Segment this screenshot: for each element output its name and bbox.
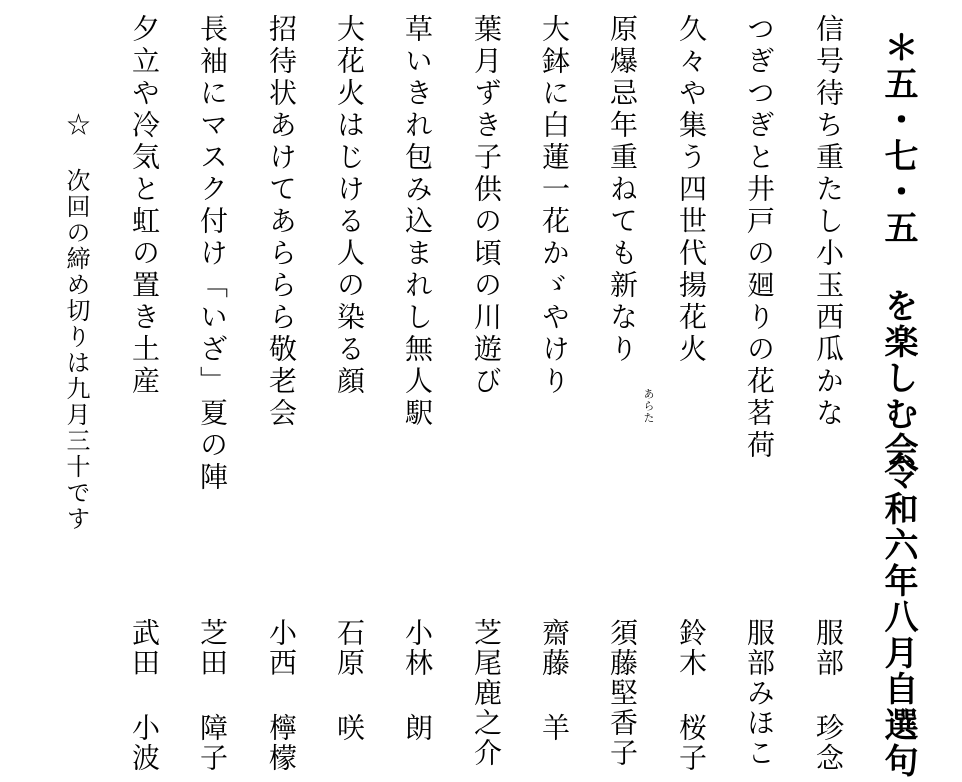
author-name: 齋藤 羊 <box>538 618 571 743</box>
author-name: 武田 小波 <box>128 618 161 773</box>
author-name: 石原 咲 <box>333 618 366 743</box>
club-title: ＊五・七・五 を楽しむ会 <box>878 30 918 468</box>
author-name: 服部 珍念 <box>812 618 845 773</box>
author-name: 芝尾鹿之介 <box>470 618 503 768</box>
haiku-line: 信号待ち重たし小玉西瓜かな <box>812 14 845 430</box>
haiku-line: 招待状あけてあららら敬老会 <box>265 14 298 430</box>
haiku-line: 長袖にマスク付け「いざ」夏の陣 <box>196 14 229 494</box>
author-name: 鈴木 桜子 <box>675 618 708 773</box>
haiku-line: 大鉢に白蓮一花かゞやけり <box>538 14 571 398</box>
haiku-line: 大花火はじける人の染る顔 <box>333 14 366 398</box>
author-name: 須藤堅香子 <box>606 618 639 768</box>
haiku-line: つぎつぎと井戸の廻りの花茗荷 <box>743 14 776 462</box>
haiku-line: 夕立や冷気と虹の置き土産 <box>128 14 161 398</box>
author-name: 小西 檸檬 <box>265 618 298 773</box>
haiku-line: 久々や集う四世代揚花火 <box>675 14 708 366</box>
haiku-line: 草いきれ包み込まれし無人駅 <box>401 14 434 430</box>
author-name: 小林 朗 <box>401 618 434 743</box>
haiku-line: 原爆忌年重ねても新なり <box>606 14 639 366</box>
author-name: 芝田 障子 <box>196 618 229 773</box>
author-name: 服部みほこ <box>743 618 776 768</box>
haiku-line: 葉月ずき子供の頃の川遊び <box>470 14 503 398</box>
selection-title: 令和六年八月自選句 <box>878 455 918 779</box>
furigana-ruby: あらた <box>642 388 655 424</box>
deadline-note: ☆ 次回の締め切りは九月三十です <box>62 112 90 532</box>
